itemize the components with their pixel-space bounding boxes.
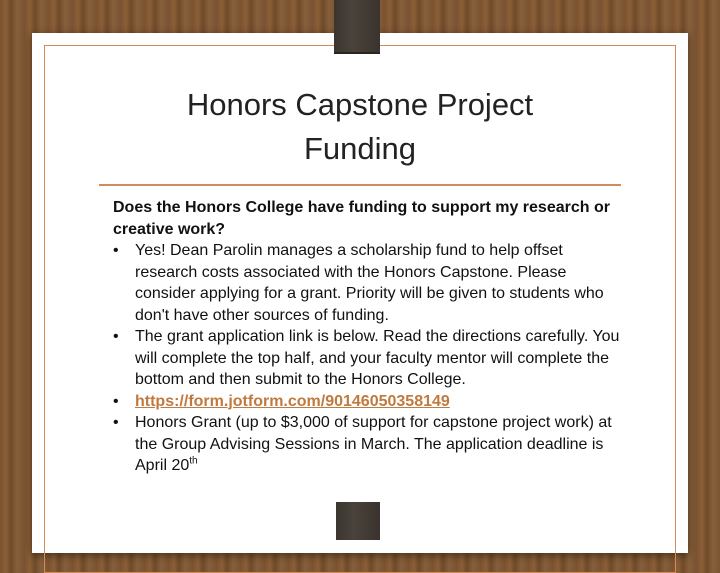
bullet-item [113, 412, 623, 477]
bullet-list [113, 240, 623, 477]
grant-application-link[interactable]: https://form.jotform.com/90146050358149 [135, 392, 450, 410]
bullet-text: Honors Grant (up to $3,000 of support for capstone project work) at the Group Advising Sessions in March. The application deadline is April 20 [135, 414, 612, 474]
deadline-suffix: th [189, 455, 198, 467]
title-divider [99, 184, 621, 186]
title-line-1: Honors Capstone Project [186, 87, 534, 122]
bullet-item [113, 391, 623, 413]
slide-title [100, 83, 620, 171]
slide-body [113, 197, 623, 477]
bullet-icon: • [113, 392, 119, 410]
funding-question: Does the Honors College have funding to support my research or creative work? [113, 199, 610, 238]
bullet-icon: • [113, 242, 119, 259]
bullet-icon: • [113, 414, 119, 431]
bullet-item [113, 326, 623, 391]
bullet-text: Yes! Dean Parolin manages a scholarship fund to help offset research costs associated with the Honors Capstone. Please consider applying for a grant. Priority will be given to students who don't have other sources of funding. [135, 242, 604, 324]
title-line-2: Funding [303, 131, 417, 166]
clip-bottom [336, 502, 380, 540]
bullet-icon: • [113, 328, 119, 345]
bullet-item [113, 240, 623, 326]
bullet-text: The grant application link is below. Read the directions carefully. You will complete the top half, and your faculty mentor will complete the bottom and then submit to the Honors College. [135, 328, 620, 388]
clip-top [334, 0, 380, 54]
